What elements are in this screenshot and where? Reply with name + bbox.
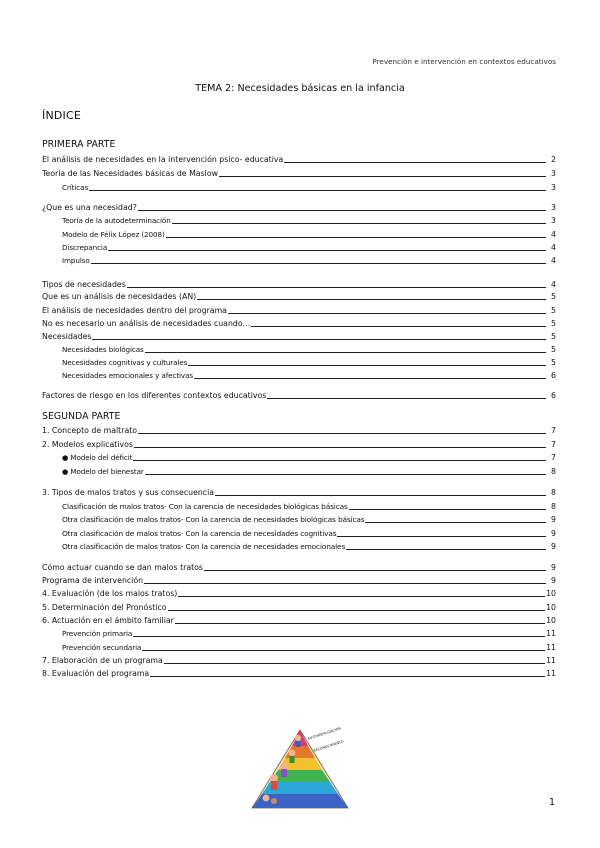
toc-leader [194,378,546,379]
toc-entry-title: Necesidades cognitivas y culturales [62,358,188,367]
toc-entry-title: El análisis de necesidades en la intervención psico- educativa [42,155,284,164]
toc-leader [133,460,546,461]
toc-entry[interactable] [42,601,556,612]
toc-entry-page: 11 [546,629,556,638]
toc-leader [337,536,546,537]
running-header: Prevención e intervención en contextos educativos [372,57,556,66]
toc-entry-page: 3 [551,183,556,192]
toc-leader [108,250,546,251]
child-figure [280,762,287,769]
toc-entry-page: 8 [551,467,556,476]
toc-entry[interactable] [42,614,556,625]
child-figure [263,795,270,802]
pyramid-level-belonging [270,770,330,782]
toc-leader [204,570,546,571]
toc-entry[interactable] [42,486,556,497]
toc-entry-title: 7. Elaboración de un programa [42,656,163,665]
toc-leader [197,299,546,300]
toc-entry-page: 3 [551,169,556,178]
toc-entry-title: ● Modelo del bienestar [62,467,144,476]
toc-entry-title: Otra clasificación de malos tratos- Con la carencia de necesidades biológicas básicas [62,515,365,524]
toc-entry[interactable] [42,424,556,435]
toc-leader [175,623,545,624]
toc-entry-title: 6. Actuación en el ámbito familiar [42,616,174,625]
pyramid-label-top: AUTORREALIZACIÓN [307,726,342,741]
toc-entry-page: 2 [551,155,556,164]
toc-entry-page: 10 [546,616,556,625]
toc-entry-page: 11 [546,643,556,652]
toc-leader [267,398,546,399]
toc-leader [215,495,546,496]
part-label-first: PRIMERA PARTE [42,139,116,150]
toc-entry[interactable] [42,317,556,328]
toc-entry[interactable] [62,228,556,239]
child-figure [290,756,295,763]
toc-entry[interactable] [62,181,556,192]
toc-leader [145,352,546,353]
toc-entry-page: 4 [551,243,556,252]
toc-leader [89,190,546,191]
toc-leader [144,583,546,584]
child-figure [281,769,287,777]
toc-entry-title: El análisis de necesidades dentro del programa [42,306,227,315]
toc-entry[interactable] [62,465,556,476]
toc-leader [138,210,546,211]
toc-entry[interactable] [42,438,556,449]
toc-leader [168,610,545,611]
toc-entry-page: 5 [551,306,556,315]
toc-entry-page: 7 [551,426,556,435]
toc-entry[interactable] [62,369,556,380]
toc-entry[interactable] [62,527,556,538]
toc-leader [188,365,546,366]
toc-entry-title: No es necesario un análisis de necesidades cuando… [42,319,251,328]
part-label-second: SEGUNDA PARTE [42,411,121,422]
toc-entry[interactable] [42,167,556,178]
toc-entry-page: 5 [551,358,556,367]
toc-entry-title: Teoría de la autodeterminación [62,216,171,225]
toc-leader [164,663,545,664]
child-figure [296,741,301,747]
toc-entry-title: Modelo de Félix López (2008) [62,230,165,239]
toc-entry[interactable] [62,343,556,354]
toc-leader [172,223,546,224]
toc-entry[interactable] [42,667,556,678]
toc-entry-page: 9 [551,542,556,551]
toc-leader [178,596,545,597]
toc-entry-title: Necesidades [42,332,92,341]
toc-entry-title: Discrepancia [62,243,108,252]
toc-entry-title: Impulso [62,256,90,265]
toc-entry[interactable] [42,574,556,585]
toc-entry-title: Otra clasificación de malos tratos- Con la carencia de necesidades cognitivas [62,529,337,538]
toc-entry[interactable] [42,561,556,572]
toc-leader [138,433,546,434]
toc-leader [166,237,546,238]
toc-entry-title: 3. Tipos de malos tratos y sus consecuencia [42,488,215,497]
toc-entry-title: Críticas [62,183,89,192]
toc-entry-page: 9 [551,576,556,585]
toc-entry[interactable] [42,389,556,400]
toc-entry[interactable] [42,330,556,341]
child-figure [271,798,277,804]
toc-entry[interactable] [62,356,556,367]
toc-entry[interactable] [62,214,556,225]
toc-entry[interactable] [42,201,556,212]
toc-entry-page: 5 [551,345,556,354]
toc-entry-page: 3 [551,216,556,225]
toc-leader [133,636,545,637]
toc-leader [365,522,546,523]
toc-entry-page: 8 [551,502,556,511]
toc-entry-page: 4 [551,230,556,239]
toc-entry-title: ¿Que es una necesidad? [42,203,137,212]
toc-entry[interactable] [42,654,556,665]
toc-entry-page: 5 [551,319,556,328]
toc-entry-page: 11 [546,656,556,665]
child-figure [270,774,278,782]
toc-entry-title: Que es un análisis de necesidades (AN) [42,292,197,301]
toc-entry-page: 8 [551,488,556,497]
toc-leader [145,474,546,475]
child-figure [295,735,301,741]
toc-entry-title: 4. Evaluación (de los malos tratos) [42,589,178,598]
toc-entry-title: Tipos de necesidades [42,280,126,289]
maslow-pyramid-illustration [244,716,356,816]
toc-entry-page: 4 [551,256,556,265]
toc-entry-title: Clasificación de malos tratos- Con la carencia de necesidades biológicas básicas [62,502,348,511]
toc-entry-page: 7 [551,440,556,449]
toc-leader [134,447,546,448]
toc-entry-page: 5 [551,292,556,301]
toc-entry-page: 11 [546,669,556,678]
toc-entry[interactable] [42,587,556,598]
toc-entry-page: 4 [551,280,556,289]
toc-entry-title: 8. Evaluación del programa [42,669,150,678]
toc-entry[interactable] [42,153,556,164]
toc-entry[interactable] [62,513,556,524]
toc-entry[interactable] [42,290,556,301]
toc-leader [219,176,546,177]
toc-entry-title: 2. Modelos explicativos [42,440,133,449]
toc-leader [251,326,546,327]
index-heading: ÍNDICE [42,109,82,122]
toc-entry-title: Necesidades emocionales y afectivas [62,371,194,380]
child-figure [289,750,296,757]
toc-entry-page: 6 [551,391,556,400]
toc-entry-title: 5. Determinación del Pronóstico [42,603,167,612]
toc-leader [92,339,546,340]
toc-entry-title: Teoría de las Necesidades básicas de Maslow [42,169,218,178]
toc-entry[interactable] [62,254,556,265]
toc-entry-title: Prevención secundaria [62,643,142,652]
toc-leader [346,549,546,550]
toc-entry-page: 9 [551,563,556,572]
toc-entry[interactable] [62,627,556,638]
document-title: TEMA 2: Necesidades básicas en la infancia [195,83,405,94]
child-figure [271,781,277,790]
toc-leader [142,650,545,651]
toc-entry-title: Otra clasificación de malos tratos- Con la carencia de necesidades emocionales [62,542,346,551]
toc-entry[interactable] [62,500,556,511]
toc-entry-page: 10 [546,603,556,612]
toc-leader [228,313,546,314]
toc-entry[interactable] [62,641,556,652]
toc-entry-page: 3 [551,203,556,212]
page-number: 1 [549,797,556,808]
toc-entry[interactable] [42,304,556,315]
toc-entry[interactable] [62,241,556,252]
toc-entry-page: 10 [546,589,556,598]
toc-entry-title: Factores de riesgo en los diferentes contextos educativos [42,391,267,400]
toc-entry-title: Prevención primaria [62,629,133,638]
toc-entry-title: Cómo actuar cuando se dan malos tratos [42,563,203,572]
toc-entry[interactable] [62,540,556,551]
toc-entry[interactable] [62,451,556,462]
toc-entry[interactable] [42,278,556,289]
pyramid-label-second: RECONOCIMIENTO [313,739,345,753]
toc-entry-page: 7 [551,453,556,462]
toc-entry-page: 9 [551,529,556,538]
toc-leader [91,263,546,264]
toc-entry-page: 6 [551,371,556,380]
toc-entry-title: 1. Concepto de maltrato [42,426,138,435]
toc-entry-title: Programa de intervención [42,576,144,585]
toc-entry-title: Necesidades biológicas [62,345,144,354]
toc-entry-page: 9 [551,515,556,524]
toc-leader [127,287,546,288]
toc-leader [284,162,546,163]
toc-leader [349,509,546,510]
toc-entry-title: ● Modelo del déficit [62,453,133,462]
toc-entry-page: 5 [551,332,556,341]
toc-leader [150,676,545,677]
